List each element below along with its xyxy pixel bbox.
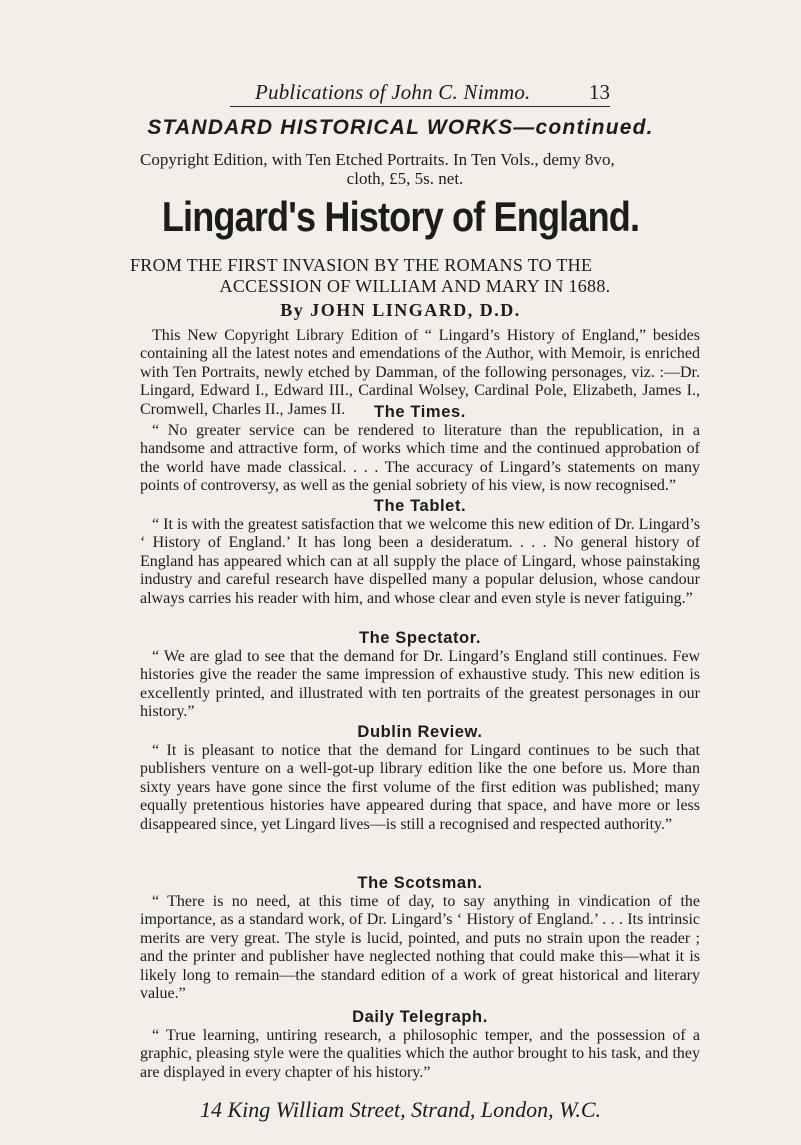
review-source: The Spectator. xyxy=(358,629,482,647)
running-head xyxy=(230,80,610,107)
subtitle-line-1: FROM THE FIRST INVASION BY THE ROMANS TO THE xyxy=(130,255,593,275)
page-number: 13 xyxy=(589,80,610,104)
edition-line-1: Copyright Edition, with Ten Etched Portraits. In Ten Vols., demy 8vo, xyxy=(140,150,615,169)
review-source: Dublin Review. xyxy=(357,723,483,741)
review-source: The Scotsman. xyxy=(357,874,483,892)
subtitle-line-2: ACCESSION OF WILLIAM AND MARY IN 1688. xyxy=(219,276,611,296)
publisher-address: 14 King William Street, Strand, London, W.C. xyxy=(199,1097,602,1122)
running-title: Publications of John C. Nimmo. xyxy=(255,80,531,104)
edition-details xyxy=(140,150,700,188)
book-title: Lingard's History of England. xyxy=(161,193,640,240)
review-source: Daily Telegraph. xyxy=(352,1008,488,1026)
review-quote: “ It is pleasant to notice that the demand for Lingard continues to be such that publishers venture on a well-got-up library edition like the one before us. More than sixty years have gone since the first volume of the first edition was published; many equally pretentious histories have appeared during that space, and have more or less disappeared since, yet Lingard lives—is still a recognised and respected authority.” xyxy=(140,742,700,833)
book-subtitle xyxy=(130,255,700,297)
review-quote: “ There is no need, at this time of day, to say anything in vindication of the importance, as a standard work, of Dr. Lingard’s ‘ History of England.’ . . . Its intrinsic merits are very great. The style is lucid, pointed, and puts no strain upon the reader ; and the printer and publisher have neglected nothing that could make this—what it is likely long to remain—the standard edition of a work of great historical and literary value.” xyxy=(140,893,700,1003)
author-line: By JOHN LINGARD, D.D. xyxy=(280,300,521,320)
description-paragraph: This New Copyright Library Edition of “ Lingard’s History of England,” besides containing all the latest notes and emendations of the Author, with Memoir, is enriched with Ten Portraits, newly etched by Damman, of the following personages, viz. :—Dr. Lingard, Edward I., Edward III., Cardinal Wolsey, Cardinal Pole, Elizabeth, James I., Cromwell, Charles II., James II. xyxy=(140,327,700,418)
review-source: The Times. xyxy=(374,403,466,421)
edition-line-2: cloth, £5, 5s. net. xyxy=(346,169,464,188)
review-quote: “ No greater service can be rendered to literature than the republication, in a handsome and attractive form, of works which time and the continued approbation of the world have made classical. . . . The accuracy of Lingard’s statements on many points of controversy, as well as the genial sobriety of his view, is now recognised.” xyxy=(140,422,700,495)
review-quote: “ It is with the greatest satisfaction that we welcome this new edition of Dr. Lingard’s ‘ History of England.’ It has long been a desideratum. . . . No general history of England has appeared which can at all supply the place of Lingard, whose painstaking industry and careful research have dispelled many a popular delusion, whose candour always carries his reader with him, and whose clear and even style is never fatiguing.” xyxy=(140,516,700,607)
section-heading: STANDARD HISTORICAL WORKS—continued. xyxy=(147,116,654,139)
review-quote: “ We are glad to see that the demand for Dr. Lingard’s England still continues. Few histories give the reader the same impression of exhaustive study. This new edition is excellently printed, and illustrated with ten portraits of the greatest personages in our history.” xyxy=(140,648,700,721)
review-quote: “ True learning, untiring research, a philosophic temper, and the possession of a graphic, pleasing style were the qualities which the author brought to his task, and they are displayed in every chapter of his history.” xyxy=(140,1027,700,1081)
review-source: The Tablet. xyxy=(373,497,467,515)
